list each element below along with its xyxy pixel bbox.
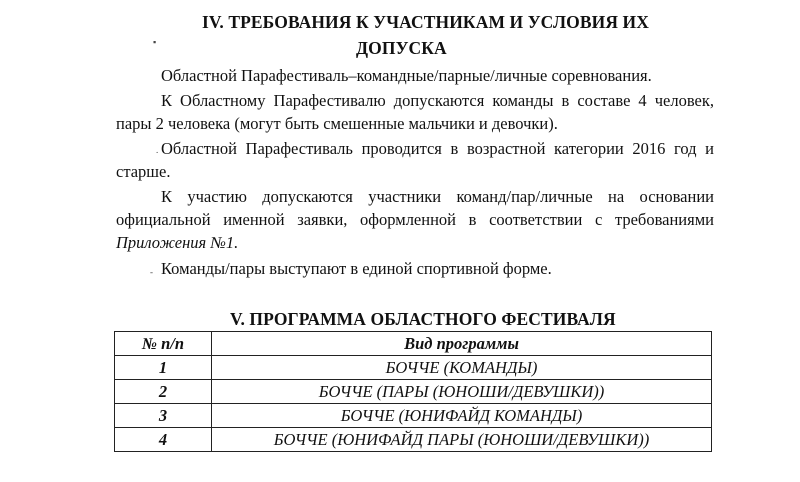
section-5-title: V. ПРОГРАММА ОБЛАСТНОГО ФЕСТИВАЛЯ [230, 309, 616, 329]
paragraph-text-main: К участию допускаются участники команд/пар/личные на основании официальной именной заявки, оформленной в соответствии с требованиями [116, 187, 714, 229]
row-program: БОЧЧЕ (ЮНИФАЙД КОМАНДЫ) [212, 404, 712, 428]
paragraph-text: К Областному Парафестивалю допускаются команды в составе 4 человек, пары 2 человека (могут быть смешенные мальчики и девочки). [116, 91, 714, 133]
table-header-row [115, 332, 712, 356]
table-row [115, 380, 712, 404]
row-program: БОЧЧЕ (ЮНИФАЙД ПАРЫ (ЮНОШИ/ДЕВУШКИ)) [212, 428, 712, 452]
paragraph-age-category [116, 137, 714, 183]
row-program: БОЧЧЕ (ПАРЫ (ЮНОШИ/ДЕВУШКИ)) [212, 380, 712, 404]
scan-speck: - [150, 267, 153, 277]
program-table [114, 331, 712, 452]
paragraph-text [116, 185, 714, 254]
row-number: 1 [115, 356, 212, 380]
paragraph-text: Областной Парафестиваль проводится в возрастной категории 2016 год и старше. [116, 139, 714, 181]
paragraph-text: Областной Парафестиваль–командные/парные/личные соревнования. [161, 66, 652, 85]
scan-speck: ▪ [153, 37, 157, 47]
row-number: 3 [115, 404, 212, 428]
table-row [115, 356, 712, 380]
row-program: БОЧЧЕ (КОМАНДЫ) [212, 356, 712, 380]
table-row [115, 404, 712, 428]
paragraph-team-composition [116, 89, 714, 135]
appendix-reference: Приложения №1. [116, 233, 239, 252]
row-number: 4 [115, 428, 212, 452]
column-header-number: № п/п [115, 332, 212, 356]
column-header-program: Вид программы [212, 332, 712, 356]
paragraph-festival-type [116, 64, 714, 87]
paragraph-text: Команды/пары выступают в единой спортивной форме. [161, 259, 552, 278]
section-4-title-continued: ДОПУСКА [356, 38, 447, 58]
paragraph-uniform [116, 257, 714, 280]
section-4-title: IV. ТРЕБОВАНИЯ К УЧАСТНИКАМ И УСЛОВИЯ ИХ [202, 12, 649, 32]
scan-speck: . [156, 145, 159, 155]
row-number: 2 [115, 380, 212, 404]
paragraph-admission [116, 185, 714, 254]
table-row [115, 428, 712, 452]
